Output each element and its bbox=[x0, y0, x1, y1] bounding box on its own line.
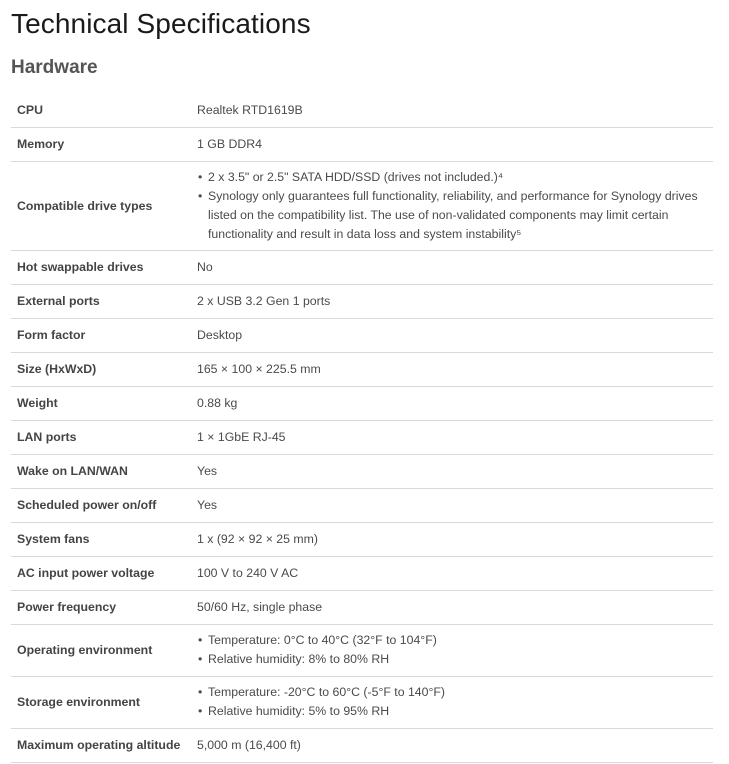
spec-value: No bbox=[197, 260, 213, 274]
spec-row bbox=[11, 318, 713, 352]
spec-label: Wake on LAN/WAN bbox=[17, 464, 128, 478]
bullet-item: • Relative humidity: 8% to 80% RH bbox=[197, 650, 713, 669]
spec-label: System fans bbox=[17, 532, 90, 546]
spec-value: 5,000 m (16,400 ft) bbox=[197, 738, 301, 752]
spec-label: Storage environment bbox=[17, 695, 140, 709]
spec-value-list bbox=[197, 624, 713, 676]
spec-row bbox=[11, 556, 713, 590]
spec-row bbox=[11, 386, 713, 420]
spec-value: 1 GB DDR4 bbox=[197, 137, 262, 151]
spec-row bbox=[11, 420, 713, 454]
bullet-item: • 2 x 3.5" or 2.5" SATA HDD/SSD (drives not included.)⁴ bbox=[197, 168, 713, 187]
spec-value: 50/60 Hz, single phase bbox=[197, 600, 323, 614]
bullet-list bbox=[197, 631, 713, 669]
spec-label: Memory bbox=[17, 137, 65, 151]
bullet-item: • Synology only guarantees full functionality, reliability, and performance for Synology drives listed on the compatibility list. The use of non-validated components may limit certain functionality and result in data loss and system instability⁵ bbox=[197, 187, 713, 244]
spec-value: Yes bbox=[197, 464, 218, 478]
spec-label: Operating environment bbox=[17, 643, 153, 657]
spec-value: Yes bbox=[197, 498, 218, 512]
spec-value: 165 × 100 × 225.5 mm bbox=[197, 362, 321, 376]
bullet-list bbox=[197, 168, 713, 244]
spec-value: Desktop bbox=[197, 328, 243, 342]
spec-label: CPU bbox=[17, 102, 43, 117]
bullet-list bbox=[197, 683, 713, 721]
page-title: Technical Specifications bbox=[11, 8, 311, 39]
spec-label: Power frequency bbox=[17, 600, 117, 614]
bullet-item: • Temperature: 0°C to 40°C (32°F to 104°F) bbox=[197, 631, 713, 650]
bullet-item: • Relative humidity: 5% to 95% RH bbox=[197, 702, 713, 721]
spec-row bbox=[11, 728, 713, 762]
spec-row bbox=[11, 352, 713, 386]
spec-row bbox=[11, 250, 713, 284]
spec-label: External ports bbox=[17, 294, 100, 308]
spec-label: Scheduled power on/off bbox=[17, 498, 157, 512]
spec-row bbox=[11, 284, 713, 318]
spec-table-body bbox=[11, 93, 713, 762]
spec-value-list bbox=[197, 161, 713, 250]
spec-row bbox=[11, 488, 713, 522]
spec-row bbox=[11, 676, 713, 728]
spec-label: Hot swappable drives bbox=[17, 260, 144, 274]
section-title: Hardware bbox=[11, 57, 98, 78]
spec-label: Size (HxWxD) bbox=[17, 362, 97, 376]
spec-row bbox=[11, 161, 713, 250]
spec-label: Form factor bbox=[17, 328, 86, 342]
spec-row bbox=[11, 127, 713, 161]
spec-row bbox=[11, 624, 713, 676]
spec-table bbox=[11, 93, 713, 763]
spec-label: LAN ports bbox=[17, 430, 77, 444]
spec-label: Maximum operating altitude bbox=[17, 738, 181, 752]
spec-value: 0.88 kg bbox=[197, 396, 238, 410]
spec-value: 2 x USB 3.2 Gen 1 ports bbox=[197, 294, 331, 308]
spec-value: 100 V to 240 V AC bbox=[197, 566, 299, 580]
spec-row bbox=[11, 522, 713, 556]
spec-value: Realtek RTD1619B bbox=[197, 102, 303, 117]
spec-label: AC input power voltage bbox=[17, 566, 155, 580]
spec-row bbox=[11, 590, 713, 624]
spec-value: 1 × 1GbE RJ-45 bbox=[197, 430, 286, 444]
spec-row bbox=[11, 93, 713, 127]
spec-row bbox=[11, 454, 713, 488]
spec-label: Weight bbox=[17, 396, 58, 410]
bullet-item: • Temperature: -20°C to 60°C (-5°F to 140°F) bbox=[197, 683, 713, 702]
spec-value-list bbox=[197, 676, 713, 728]
spec-value: 1 x (92 × 92 × 25 mm) bbox=[197, 532, 318, 546]
spec-label: Compatible drive types bbox=[17, 198, 153, 213]
